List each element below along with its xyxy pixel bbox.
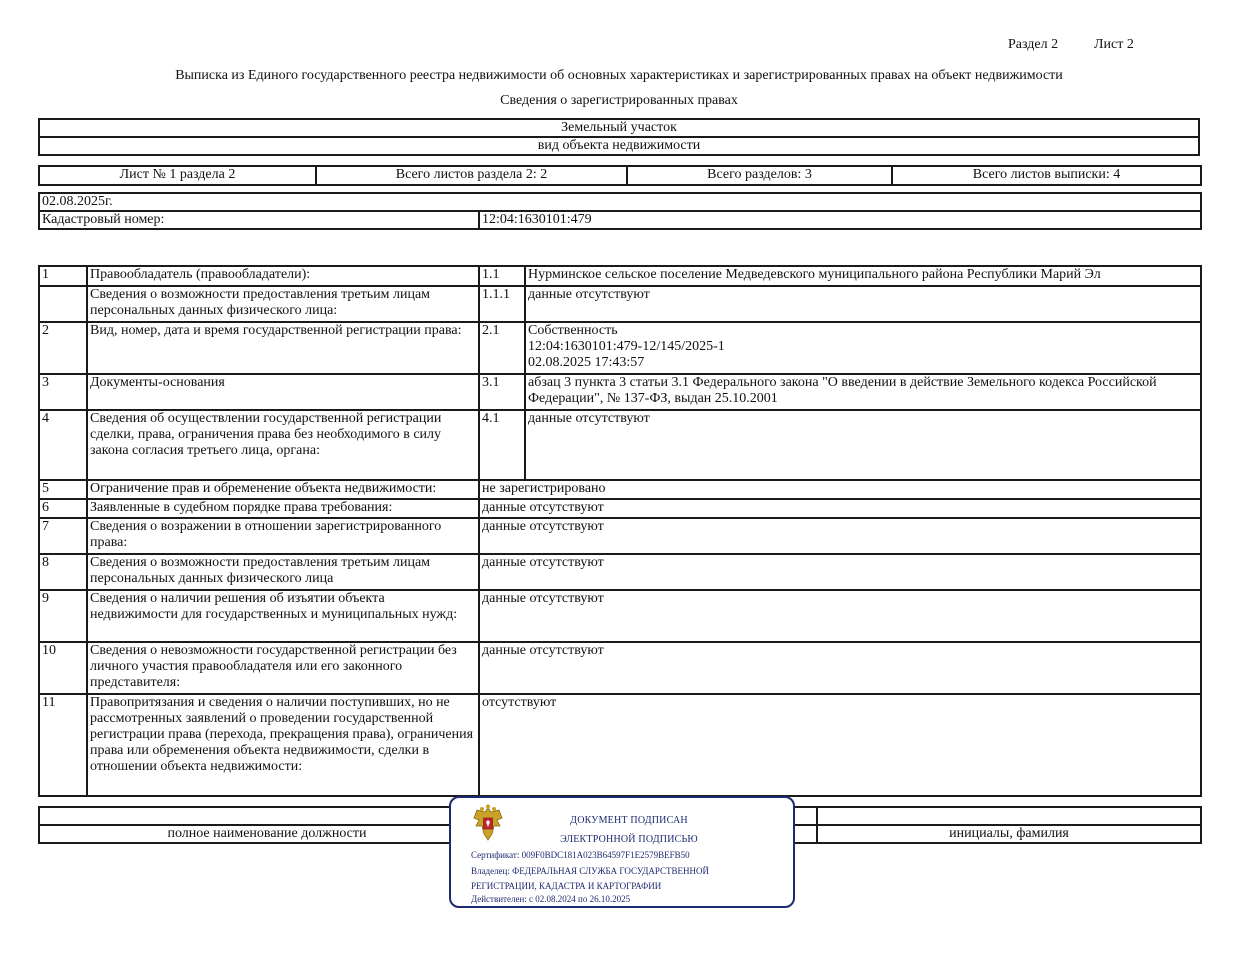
position-blank: [39, 807, 495, 825]
row-subnumber: 3.1: [479, 374, 525, 410]
row-number: 9: [39, 590, 87, 642]
rights-table: [38, 265, 1202, 797]
row-label: Сведения об осуществлении государственной регистрации сделки, права, ограничения права без необходимого в силу закона согласия третьего лица, органа:: [87, 410, 479, 480]
stamp-owner: Владелец: ФЕДЕРАЛЬНАЯ СЛУЖБА ГОСУДАРСТВЕННОЙ: [471, 866, 710, 876]
row-label: Ограничение прав и обременение объекта недвижимости:: [87, 480, 479, 499]
row-number: 7: [39, 518, 87, 554]
position-label: полное наименование должности: [39, 825, 495, 843]
row-label: Сведения о невозможности государственной регистрации без личного участия правообладателя или его законного представителя:: [87, 642, 479, 694]
row-number: 8: [39, 554, 87, 590]
table-row: [39, 286, 1201, 322]
registration-number: 12:04:1630101:479-12/145/2025-1: [528, 339, 725, 354]
row-label: Правообладатель (правообладатели):: [87, 266, 479, 286]
row-number: [39, 286, 87, 322]
row-number: 3: [39, 374, 87, 410]
stamp-subtitle: ЭЛЕКТРОННОЙ ПОДПИСЬЮ: [560, 834, 698, 845]
row-number: 5: [39, 480, 87, 499]
row-label: Сведения о наличии решения об изъятии объекта недвижимости для государственных и муниципальных нужд:: [87, 590, 479, 642]
table-row: [39, 480, 1201, 499]
row-label: Сведения о возражении в отношении зарегистрированного права:: [87, 518, 479, 554]
object-type-label: вид объекта недвижимости: [39, 137, 1199, 155]
row-value: данные отсутствуют: [479, 554, 1201, 590]
row-subnumber: 4.1: [479, 410, 525, 480]
total-sections: Всего разделов: 3: [627, 166, 892, 185]
row-number: 4: [39, 410, 87, 480]
row-value: абзац 3 пункта 3 статьи 3.1 Федерального закона "О введении в действие Земельного кодекса Российской Федерации", № 137-ФЗ, выдан 25.10.2001: [525, 374, 1201, 410]
row-value: данные отсутствуют: [479, 518, 1201, 554]
object-name: Земельный участок: [39, 119, 1199, 137]
row-value: отсутствуют: [479, 694, 1201, 796]
table-row: [39, 642, 1201, 694]
table-row: [39, 410, 1201, 480]
row-value: [525, 322, 1201, 374]
table-row: [39, 590, 1201, 642]
total-extract-sheets: Всего листов выписки: 4: [892, 166, 1201, 185]
row-label: Заявленные в судебном порядке права требования:: [87, 499, 479, 518]
sheets-info-table: [38, 165, 1202, 186]
document-title: Выписка из Единого государственного реестра недвижимости об основных характеристиках и зарегистрированных правах на объект недвижимости: [175, 68, 1063, 83]
row-value: данные отсутствуют: [525, 286, 1201, 322]
row-subnumber: 1.1: [479, 266, 525, 286]
row-value: данные отсутствуют: [479, 499, 1201, 518]
row-value: данные отсутствуют: [525, 410, 1201, 480]
row-number: 6: [39, 499, 87, 518]
row-label: Сведения о возможности предоставления третьим лицам персональных данных физического лица:: [87, 286, 479, 322]
row-number: 11: [39, 694, 87, 796]
table-row: [39, 322, 1201, 374]
extract-date: 02.08.2025г.: [39, 193, 1201, 211]
sheet-of-section: Лист № 1 раздела 2: [39, 166, 316, 185]
section-number: Раздел 2: [1008, 37, 1059, 52]
cadastral-info-table: [38, 192, 1202, 230]
row-label: Сведения о возможности предоставления третьим лицам персональных данных физического лица: [87, 554, 479, 590]
sheet-number: Лист 2: [1094, 37, 1134, 52]
table-row: [39, 374, 1201, 410]
row-value: данные отсутствуют: [479, 642, 1201, 694]
table-row: [39, 694, 1201, 796]
table-row: [39, 266, 1201, 286]
stamp-title: ДОКУМЕНТ ПОДПИСАН: [570, 815, 688, 826]
row-subnumber: 1.1.1: [479, 286, 525, 322]
stamp-validity: Действителен: с 02.08.2024 по 26.10.2025: [471, 894, 631, 904]
row-number: 1: [39, 266, 87, 286]
row-label: Правопритязания и сведения о наличии поступивших, но не рассмотренных заявлений о проведении государственной регистрации права (перехода, прекращения права), ограничения права или обременения объекта недвижимости, сделки в отношении объекта недвижимости:: [87, 694, 479, 796]
double-headed-eagle-icon: [471, 804, 505, 844]
stamp-owner-continued: РЕГИСТРАЦИИ, КАДАСТРА И КАРТОГРАФИИ: [471, 881, 662, 891]
table-row: [39, 554, 1201, 590]
cadastral-label: Кадастровый номер:: [39, 211, 479, 229]
row-value: не зарегистрировано: [479, 480, 1201, 499]
document-subtitle: Сведения о зарегистрированных правах: [500, 93, 738, 108]
registration-datetime: 02.08.2025 17:43:57: [528, 355, 645, 370]
row-value: данные отсутствуют: [479, 590, 1201, 642]
electronic-signature-stamp: [449, 796, 795, 908]
table-row: [39, 499, 1201, 518]
row-subnumber: 2.1: [479, 322, 525, 374]
total-section-sheets: Всего листов раздела 2: 2: [316, 166, 627, 185]
row-number: 2: [39, 322, 87, 374]
table-row: [39, 518, 1201, 554]
object-type-table: [38, 118, 1200, 156]
name-blank: [817, 807, 1201, 825]
right-type: Собственность: [528, 323, 618, 338]
row-label: Вид, номер, дата и время государственной регистрации права:: [87, 322, 479, 374]
row-number: 10: [39, 642, 87, 694]
cadastral-number: 12:04:1630101:479: [479, 211, 1201, 229]
row-label: Документы-основания: [87, 374, 479, 410]
row-value: Нурминское сельское поселение Медведевского муниципального района Республики Марий Эл: [525, 266, 1201, 286]
stamp-certificate: Сертификат: 009F0BDC181A023B64597F1E2579BEFB50: [471, 850, 690, 860]
name-label: инициалы, фамилия: [817, 825, 1201, 843]
